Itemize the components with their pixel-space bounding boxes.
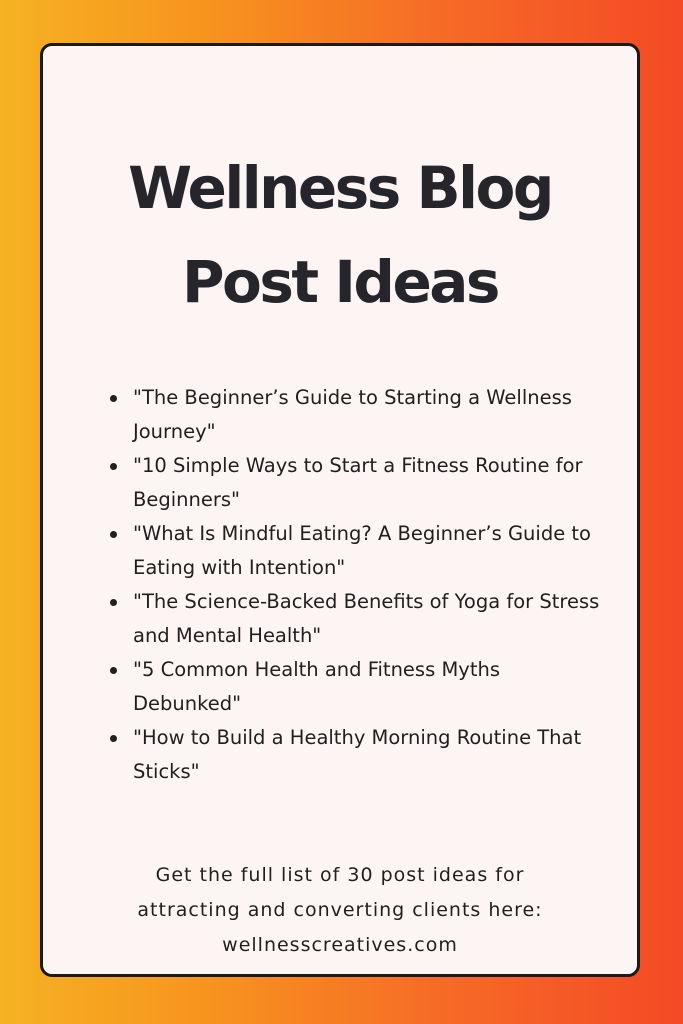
list-item-text: "5 Common Health and Fitness Myths Debunked" [133, 658, 500, 715]
list-item [103, 653, 603, 721]
list-item-text: "The Beginner’s Guide to Starting a Wellness Journey" [133, 386, 572, 443]
list-item [103, 381, 603, 449]
bullet-icon [110, 599, 117, 606]
list-item [103, 721, 603, 789]
list-item-text: "What Is Mindful Eating? A Beginner’s Guide to Eating with Intention" [133, 522, 591, 579]
title-line-2: Post Ideas [182, 248, 498, 316]
list-item-text: "The Science-Backed Benefits of Yoga for Stress and Mental Health" [133, 590, 600, 647]
bullet-icon [110, 667, 117, 674]
call-to-action [43, 858, 637, 963]
list-item-text: "How to Build a Healthy Morning Routine That Sticks" [133, 726, 582, 783]
bullet-icon [110, 395, 117, 402]
bullet-icon [110, 463, 117, 470]
website-link[interactable]: wellnesscreatives.com [222, 934, 458, 956]
list-item [103, 517, 603, 585]
bullet-icon [110, 531, 117, 538]
cta-line-2: attracting and converting clients here: [137, 899, 543, 921]
content-card [40, 43, 640, 977]
list-item [103, 449, 603, 517]
post-ideas-list [103, 381, 603, 789]
cta-line-1: Get the full list of 30 post ideas for [155, 864, 525, 886]
list-item [103, 585, 603, 653]
title-line-1: Wellness Blog [128, 154, 552, 222]
bullet-icon [110, 735, 117, 742]
page-title [43, 141, 637, 329]
list-item-text: "10 Simple Ways to Start a Fitness Routine for Beginners" [133, 454, 583, 511]
